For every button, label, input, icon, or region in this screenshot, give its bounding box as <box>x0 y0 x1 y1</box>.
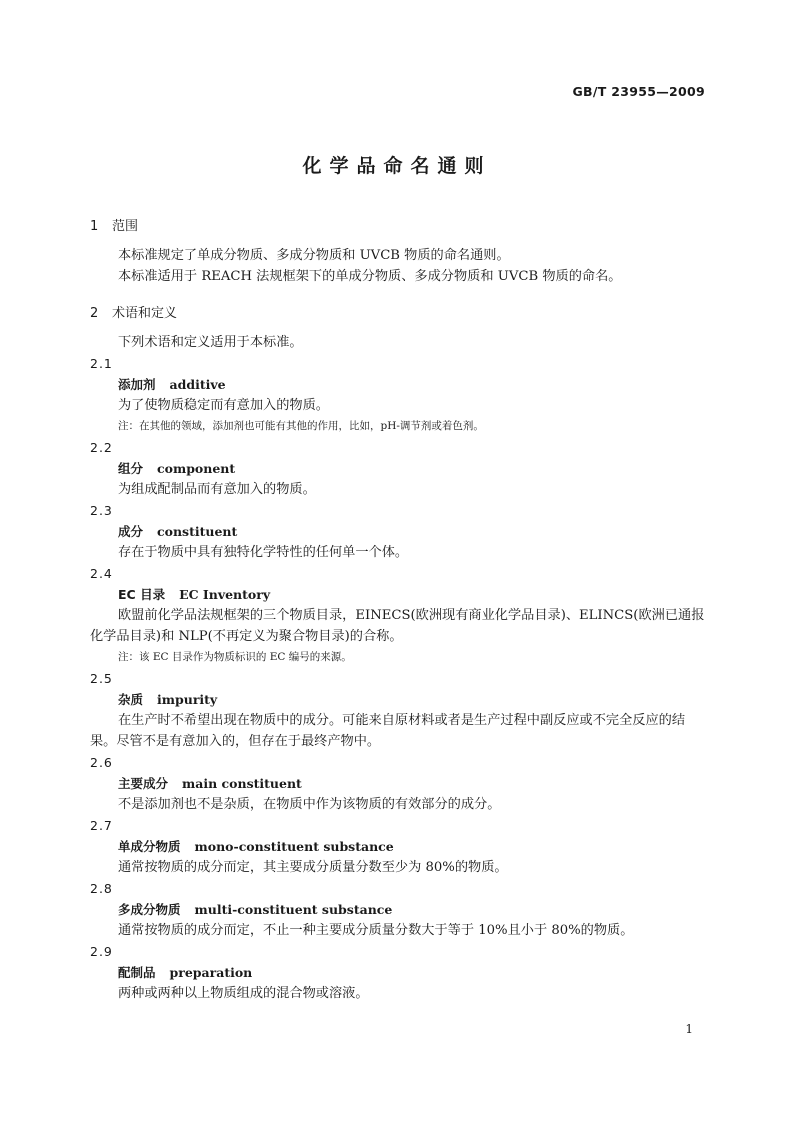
term-zh: 主要成分 <box>118 776 169 791</box>
term-note: 注：该 EC 目录作为物质标识的 EC 编号的来源。 <box>118 651 352 663</box>
term-note: 注：在其他的领域，添加剂也可能有其他的作用，比如，pH-调节剂或着色剂。 <box>118 420 484 432</box>
term-number: 2.9 <box>90 944 113 959</box>
term-title <box>90 584 706 605</box>
term-en: impurity <box>157 692 218 707</box>
term-en: main constituent <box>182 776 302 791</box>
term-definition: 为了使物质稳定而有意加入的物质。 <box>118 398 329 413</box>
term-en: constituent <box>157 524 238 539</box>
term-definition: 通常按物质的成分而定，不止一种主要成分质量分数大于等于 10%且小于 80%的物质。 <box>118 923 634 938</box>
page-title: 化学品命名通则 <box>302 155 492 177</box>
term-title <box>90 374 706 395</box>
term-definition: 为组成配制品而有意加入的物质。 <box>118 482 316 497</box>
term-zh: EC 目录 <box>118 587 166 602</box>
term-entry <box>90 500 706 563</box>
term-definition: 两种或两种以上物质组成的混合物或溶液。 <box>118 986 369 1001</box>
section-number: 1 <box>90 219 99 234</box>
term-entry <box>90 353 706 437</box>
term-title <box>90 962 706 983</box>
term-definition: 不是添加剂也不是杂质，在物质中作为该物质的有效部分的成分。 <box>118 797 501 812</box>
term-zh: 成分 <box>118 524 144 539</box>
term-zh: 添加剂 <box>118 377 156 392</box>
term-zh: 单成分物质 <box>118 839 181 854</box>
term-number: 2.2 <box>90 440 113 455</box>
term-zh: 杂质 <box>118 692 144 707</box>
term-en: preparation <box>169 965 253 980</box>
term-definition: 欧盟前化学品法规框架的三个物质目录，EINECS(欧洲现有商业化学品目录)、ELINCS(欧洲已通报化学品目录)和 NLP(不再定义为聚合物目录)的合称。 <box>90 608 705 644</box>
section-number: 2 <box>90 306 99 321</box>
paragraph: 本标准适用于 REACH 法规框架下的单成分物质、多成分物质和 UVCB 物质的命名。 <box>118 269 622 284</box>
term-number: 2.4 <box>90 566 113 581</box>
term-zh: 配制品 <box>118 965 156 980</box>
term-number: 2.1 <box>90 356 113 371</box>
term-zh: 多成分物质 <box>118 902 181 917</box>
term-en: EC Inventory <box>179 587 271 602</box>
term-number: 2.3 <box>90 503 113 518</box>
term-entry <box>90 752 706 815</box>
term-title <box>90 458 706 479</box>
term-number: 2.6 <box>90 755 113 770</box>
term-number: 2.5 <box>90 671 113 686</box>
term-title <box>90 521 706 542</box>
term-number: 2.7 <box>90 818 113 833</box>
term-definition: 通常按物质的成分而定，其主要成分质量分数至少为 80%的物质。 <box>118 860 508 875</box>
term-title <box>90 689 706 710</box>
term-entry <box>90 668 706 752</box>
term-definition: 存在于物质中具有独特化学特性的任何单一个体。 <box>118 545 409 560</box>
term-entry <box>90 878 706 941</box>
term-title <box>90 899 706 920</box>
term-en: multi-constituent substance <box>194 902 393 917</box>
term-zh: 组分 <box>118 461 144 476</box>
paragraph: 本标准规定了单成分物质、多成分物质和 UVCB 物质的命名通则。 <box>118 248 510 263</box>
section-title: 术语和定义 <box>112 306 178 321</box>
term-en: additive <box>169 377 226 392</box>
document-body <box>90 216 706 1004</box>
term-title <box>90 836 706 857</box>
term-definition: 在生产时不希望出现在物质中的成分。可能来自原材料或者是生产过程中副反应或不完全反应的结果。尽管不是有意加入的，但存在于最终产物中。 <box>90 713 686 749</box>
section-heading-terms <box>90 303 706 324</box>
term-entry <box>90 815 706 878</box>
section-heading-scope <box>90 216 706 237</box>
spacer <box>90 295 706 303</box>
term-en: component <box>157 461 236 476</box>
page-number: 1 <box>685 1022 693 1036</box>
spacer <box>90 287 706 295</box>
term-number: 2.8 <box>90 881 113 896</box>
term-entry <box>90 437 706 500</box>
term-entry <box>90 941 706 1004</box>
spacer <box>90 237 706 245</box>
standard-number: GB/T 23955—2009 <box>572 84 705 99</box>
term-en: mono-constituent substance <box>194 839 394 854</box>
paragraph: 下列术语和定义适用于本标准。 <box>118 335 303 350</box>
term-entry <box>90 563 706 668</box>
term-title <box>90 773 706 794</box>
section-title: 范围 <box>112 219 139 234</box>
spacer <box>90 324 706 332</box>
